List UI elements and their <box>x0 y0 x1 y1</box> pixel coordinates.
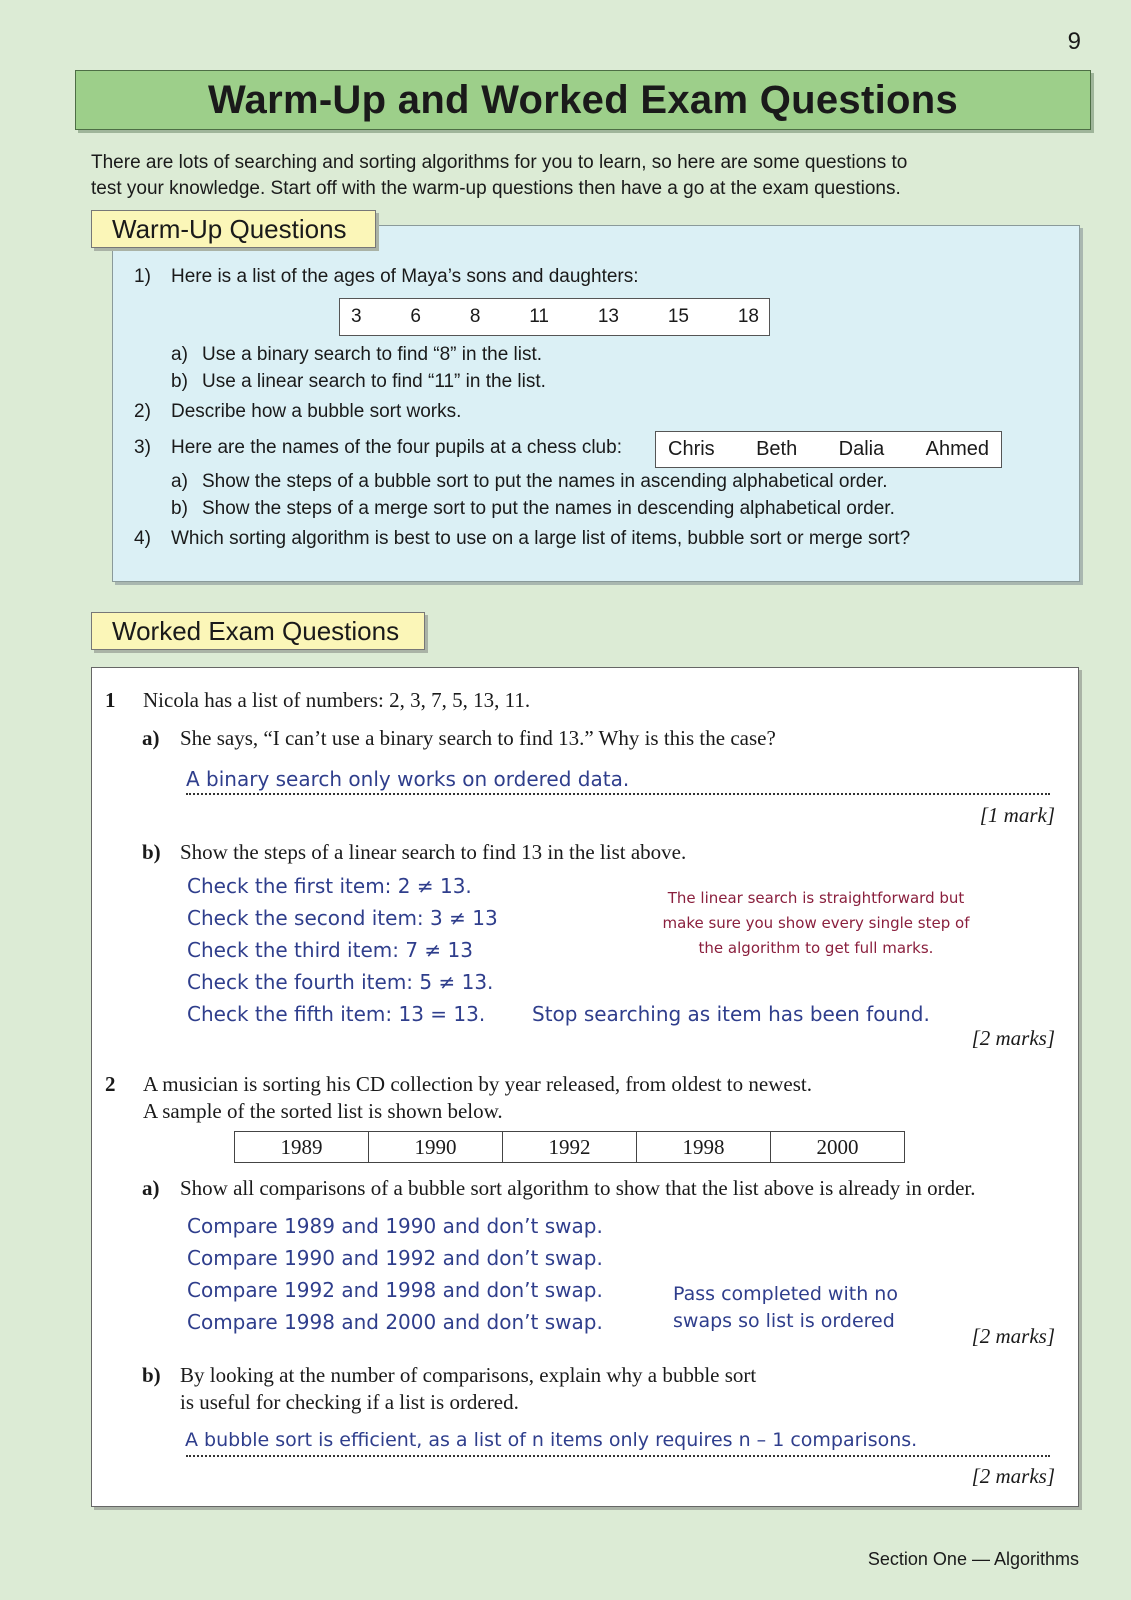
sub-label: a) <box>171 471 188 492</box>
intro-line-2: test your knowledge. Start off with the warm-up questions then have a go at the exam questions. <box>91 178 901 199</box>
sub-text: She says, “I can’t use a binary search to find 13.” Why is this the case? <box>180 726 776 750</box>
answer-1a: A binary search only works on ordered data. <box>186 767 630 791</box>
sub-text: Show the steps of a merge sort to put the names in descending alphabetical order. <box>202 498 895 519</box>
marks-1b: [2 marks] <box>971 1026 1055 1050</box>
age-value: 6 <box>410 306 421 327</box>
sub-label: b) <box>171 498 188 519</box>
q-text: Which sorting algorithm is best to use on a large list of items, bubble sort or merge sort? <box>171 528 911 549</box>
sub-label: a) <box>142 1176 160 1200</box>
q-number: 1) <box>134 266 151 287</box>
section-footer: Section One — Algorithms <box>867 1549 1079 1569</box>
age-value: 3 <box>351 306 362 327</box>
q-text: Describe how a bubble sort works. <box>171 401 462 422</box>
linear-step: Check the fourth item: 5 ≠ 13. <box>187 970 494 994</box>
worked-q1 <box>105 688 530 713</box>
q-text: Here are the names of the four pupils at a chess club: <box>171 437 622 458</box>
page-title: Warm-Up and Worked Exam Questions <box>207 77 959 122</box>
worked-q2 <box>105 1072 812 1097</box>
linear-step: Check the second item: 3 ≠ 13 <box>187 906 498 930</box>
answer-line <box>186 1455 1050 1457</box>
sub-label: b) <box>142 840 161 864</box>
sub-label: b) <box>171 371 188 392</box>
sub-text: By looking at the number of comparisons, explain why a bubble sort <box>180 1363 757 1387</box>
answer-line <box>186 793 1050 795</box>
pupil-name: Beth <box>756 438 798 460</box>
compare-step: Compare 1998 and 2000 and don’t swap. <box>187 1310 603 1334</box>
compare-step: Compare 1989 and 1990 and don’t swap. <box>187 1214 603 1238</box>
pupil-name: Ahmed <box>925 438 989 460</box>
worked-q2-line2: A sample of the sorted list is shown below. <box>143 1099 503 1123</box>
linear-step: Check the first item: 2 ≠ 13. <box>187 874 472 898</box>
sub-label: a) <box>171 344 188 365</box>
marks-1a: [1 mark] <box>979 803 1055 827</box>
linear-step: Check the third item: 7 ≠ 13 <box>187 938 473 962</box>
warmup-q3b <box>171 498 895 520</box>
q-number: 2) <box>134 401 151 422</box>
sub-text: Show the steps of a linear search to find 13 in the list above. <box>180 840 687 864</box>
pass-note-line-1: Pass completed with no <box>673 1283 898 1305</box>
intro-line-1: There are lots of searching and sorting algorithms for you to learn, so here are some questions to <box>91 152 908 173</box>
warmup-q2 <box>134 401 461 423</box>
compare-step: Compare 1990 and 1992 and don’t swap. <box>187 1246 603 1270</box>
q-text: Nicola has a list of numbers: 2, 3, 7, 5, 13, 11. <box>143 688 531 712</box>
worked-q1a <box>142 726 776 751</box>
q-text: A musician is sorting his CD collection by year released, from oldest to newest. <box>143 1072 812 1096</box>
linear-step: Check the fifth item: 13 = 13. <box>187 1002 486 1026</box>
age-value: 11 <box>529 306 549 327</box>
answer-2b: A bubble sort is efficient, as a list of n items only requires n – 1 comparisons. <box>185 1429 918 1451</box>
marks-2a: [2 marks] <box>971 1324 1055 1348</box>
year-cell: 1992 <box>503 1132 637 1163</box>
year-cell: 2000 <box>771 1132 905 1163</box>
sub-label: a) <box>142 726 160 750</box>
worked-q1b <box>142 840 686 865</box>
tip-line: make sure you show every single step of <box>662 914 970 932</box>
worked-q2a <box>142 1176 976 1201</box>
q-number: 4) <box>134 528 151 549</box>
year-cell: 1989 <box>235 1132 369 1163</box>
intro-text <box>91 150 1051 202</box>
worked-q2b-line2: is useful for checking if a list is ordered. <box>180 1390 519 1414</box>
warmup-q1b <box>171 371 546 393</box>
marks-2b: [2 marks] <box>971 1464 1055 1488</box>
pupil-name: Chris <box>668 438 715 460</box>
title-banner <box>75 70 1091 130</box>
warmup-q1a <box>171 344 542 366</box>
warmup-q1 <box>134 266 639 288</box>
year-cell: 1998 <box>637 1132 771 1163</box>
sub-label: b) <box>142 1363 161 1387</box>
q-text: Here is a list of the ages of Maya’s sons and daughters: <box>171 266 639 287</box>
age-value: 18 <box>737 306 759 327</box>
names-list-box <box>655 431 1002 468</box>
warmup-q3 <box>134 437 622 459</box>
ages-list-box <box>339 298 770 336</box>
q-number: 2 <box>105 1072 116 1096</box>
sub-text: Use a linear search to find “11” in the list. <box>202 371 546 392</box>
age-value: 13 <box>597 306 619 327</box>
worked-q2b <box>142 1363 756 1388</box>
year-cell: 1990 <box>369 1132 503 1163</box>
warmup-heading: Warm-Up Questions <box>91 210 376 248</box>
worked-heading: Worked Exam Questions <box>91 612 425 650</box>
stop-searching-note: Stop searching as item has been found. <box>532 1002 930 1026</box>
sub-text: Show the steps of a bubble sort to put the names in ascending alphabetical order. <box>202 471 888 492</box>
tip-line: The linear search is straightforward but <box>667 889 965 907</box>
tip-line: the algorithm to get full marks. <box>698 939 934 957</box>
sub-text: Show all comparisons of a bubble sort algorithm to show that the list above is already in order. <box>180 1176 976 1200</box>
q-number: 1 <box>105 688 116 712</box>
tip-note <box>655 886 977 961</box>
pass-note-line-2: swaps so list is ordered <box>673 1310 895 1332</box>
q-number: 3) <box>134 437 151 458</box>
warmup-q4 <box>134 528 910 550</box>
sub-text: Use a binary search to find “8” in the list. <box>202 344 543 365</box>
age-value: 15 <box>667 306 689 327</box>
table-row <box>235 1132 905 1163</box>
years-table <box>234 1131 905 1163</box>
page-number: 9 <box>1067 28 1081 55</box>
warmup-q3a <box>171 471 888 493</box>
pupil-name: Dalia <box>838 438 885 460</box>
compare-step: Compare 1992 and 1998 and don’t swap. <box>187 1278 603 1302</box>
age-value: 8 <box>469 306 481 327</box>
